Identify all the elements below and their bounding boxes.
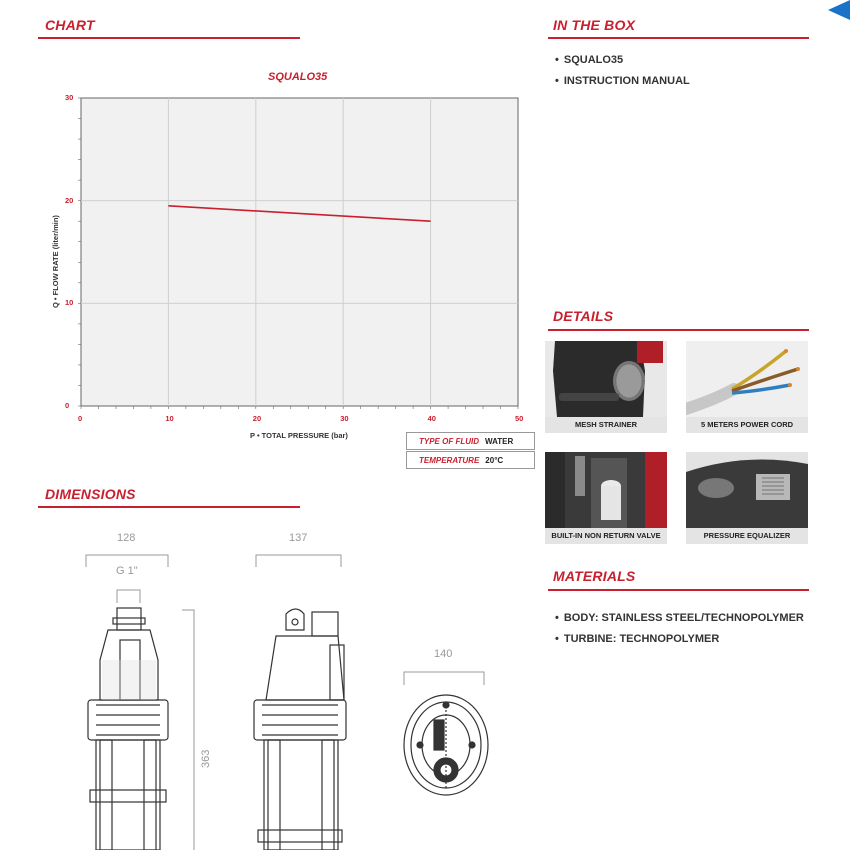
plot-area [81, 98, 518, 406]
corner-triangle-icon [828, 0, 850, 20]
in-the-box-list [555, 54, 690, 96]
thread-size-label: G 1" [116, 565, 138, 577]
detail-caption: 5 METERS POWER CORD [686, 417, 808, 433]
details-title: DETAILS [553, 308, 614, 324]
dimensions-title: DIMENSIONS [45, 486, 136, 502]
x-tick-label: 30 [340, 414, 349, 423]
fluid-type-label: TYPE OF FLUID [419, 436, 479, 446]
detail-caption: MESH STRAINER [545, 417, 667, 433]
flow-rate-chart [0, 0, 520, 430]
x-tick-label: 10 [165, 414, 174, 423]
details-rule [548, 329, 809, 331]
top-diameter-label: 140 [434, 648, 453, 660]
in-the-box-rule [548, 37, 809, 39]
non-return-valve-image [545, 452, 667, 528]
list-item: • TURBINE: TECHNOPOLYMER [555, 633, 720, 645]
fluid-type-value: WATER [485, 436, 514, 446]
non-return-valve-photo [545, 452, 667, 544]
front-width-label: 128 [117, 532, 136, 544]
dimensions-rule [38, 506, 300, 508]
x-tick-label: 50 [515, 414, 524, 423]
in-the-box-title: IN THE BOX [553, 17, 636, 33]
temperature-box [406, 451, 535, 469]
list-item: • INSTRUCTION MANUAL [555, 75, 690, 87]
power-cord-photo [686, 341, 808, 433]
materials-list [555, 612, 804, 654]
chart-section-title: CHART [45, 17, 95, 33]
temperature-label: TEMPERATURE [419, 455, 480, 465]
y-axis-label: Q • FLOW RATE (liter/min) [51, 215, 60, 308]
height-label: 363 [200, 749, 212, 768]
pressure-equalizer-photo [686, 452, 808, 544]
chart-title: SQUALO35 [268, 71, 328, 83]
fluid-type-box [406, 432, 535, 450]
pump-top-view [404, 695, 488, 795]
y-tick-label: 0 [65, 401, 70, 410]
detail-caption: BUILT-IN NON RETURN VALVE [545, 528, 667, 544]
pressure-equalizer-image [686, 452, 808, 528]
side-width-label: 137 [289, 532, 308, 544]
x-tick-label: 40 [427, 414, 436, 423]
list-item: • SQUALO35 [555, 54, 624, 66]
power-cord-image [686, 341, 808, 417]
detail-caption: PRESSURE EQUALIZER [686, 528, 808, 544]
y-tick-label: 30 [65, 93, 74, 102]
mesh-strainer-photo [545, 341, 667, 433]
y-tick-label: 20 [65, 195, 74, 205]
materials-rule [548, 589, 809, 591]
temperature-value: 20°C [485, 455, 504, 465]
x-tick-label: 20 [252, 414, 262, 423]
x-axis-label: P • TOTAL PRESSURE (bar) [250, 431, 348, 440]
list-item: • BODY: STAINLESS STEEL/TECHNOPOLYMER [555, 612, 804, 624]
pump-front-view [88, 608, 168, 850]
mesh-strainer-image [545, 341, 667, 417]
x-tick-label: 0 [78, 414, 83, 423]
materials-title: MATERIALS [553, 568, 636, 584]
y-tick-label: 10 [65, 298, 74, 308]
pump-side-view [254, 609, 346, 850]
